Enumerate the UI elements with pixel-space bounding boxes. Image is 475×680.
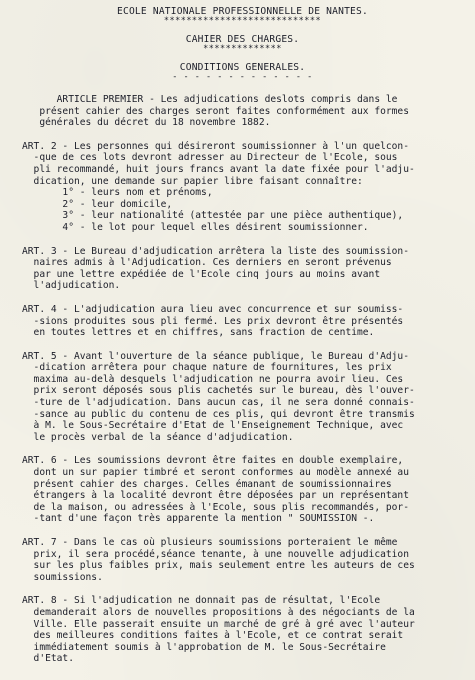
article-line: sur les plus faibles prix, mais seulement entre les auteurs de ces: [22, 560, 415, 572]
article-line: -tant d'une façon très apparente la mention " SOUMISSION -.: [22, 513, 375, 525]
article-line: présent cahier des charges. Celles émanant de soumissionnaires: [22, 478, 392, 490]
article-line: ART. 3 - Le Bureau d'adjudication arrêtera la liste des soumission-: [22, 245, 409, 257]
article-line: soumissions.: [22, 571, 103, 583]
section-underline: - - - - - - - - - - - - -: [172, 72, 313, 82]
article-line: des meilleures conditions faites à l'Ecole, et ce contrat serait: [22, 630, 404, 642]
article-line: pli recommandé, huit jours francs avant la date fixée pour l'adju-: [22, 163, 415, 175]
article-line: présent cahier des charges seront faites conformément aux formes: [22, 105, 409, 117]
article-line: dication, une demande sur papier libre faisant connaître:: [22, 175, 363, 187]
article-line: à M. le Sous-Secrétaire d'Etat de l'Enseignement Technique, avec: [22, 420, 404, 432]
article-4: [22, 304, 463, 339]
article-line: 3° - leur nationalité (attestée par une pièce authentique),: [22, 210, 404, 222]
article-line: ART. 7 - Dans le cas où plusieurs soumissions porteraient le même: [22, 537, 398, 548]
article-line: par une lettre expédiée de l'Ecole cinq jours au moins avant: [22, 268, 381, 280]
article-line: -sions produites sous pli fermé. Les prix devront être présentés: [22, 315, 404, 327]
article-8: [22, 595, 463, 665]
article-line: Ville. Elle passerait ensuite un marché de gré à gré avec l'auteur: [22, 618, 415, 630]
article-line: prix, il sera procédé,séance tenante, à une nouvelle adjudication: [22, 548, 409, 560]
article-line: immédiatement soumis à l'approbation de M. le Sous-Secrétaire: [22, 641, 386, 653]
title-underline: **************: [203, 44, 282, 54]
article-line: de la maison, ou adressées à l'Ecole, sous plis recommandés, por-: [22, 501, 409, 513]
article-line: maxima au-delà desquels l'adjudication ne pourra avoir lieu. Ces: [22, 373, 404, 385]
article-6: [22, 455, 463, 525]
article-line: étrangers à la localité devront être déposées par un représentant: [22, 490, 409, 502]
article-line: ART. 8 - Si l'adjudication ne donnait pas de résultat, l'Ecole: [22, 595, 381, 607]
article-line: -que de ces lots devront adresser au Directeur de l'Ecole, sous: [22, 152, 398, 164]
article-2: [22, 141, 463, 234]
article-line: ART. 5 - Avant l'ouverture de la séance publique, le Bureau d'Adju-: [22, 350, 409, 362]
article-premier: [22, 94, 463, 129]
article-line: en toutes lettres et en chiffres, sans fraction de centime.: [22, 327, 375, 339]
article-line: l'adjudication.: [22, 280, 121, 292]
article-line: 2° - leur domicile,: [22, 198, 173, 210]
article-line: -ture de l'adjudication. Dans aucun cas, il ne sera donné connais-: [22, 397, 415, 409]
article-line: d'Etat.: [22, 653, 74, 665]
article-line: 1° - leurs nom et prénoms,: [22, 187, 213, 199]
article-3: [22, 246, 463, 292]
article-line: 4° - le lot pour lequel elles désirent soumissionner.: [22, 221, 369, 233]
article-line: -dication arrêtera pour chaque nature de fournitures, les prix: [22, 362, 392, 374]
articles-list: [22, 94, 463, 665]
article-line: ARTICLE PREMIER - Les adjudications deslots compris dans le: [22, 94, 398, 105]
school-underline: ****************************: [163, 16, 322, 26]
article-line: naires admis à l'Adjudication. Ces derniers en seront prévenus: [22, 257, 392, 269]
section-title: CONDITIONS GENERALES.: [179, 62, 306, 73]
article-line: ART. 4 - L'adjudication aura lieu avec concurrence et sur soumiss-: [22, 303, 404, 315]
document-title: CAHIER DES CHARGES.: [185, 34, 300, 45]
article-line: prix seront déposés sous plis cachetés sur le bureau, dès l'ouver-: [22, 385, 415, 397]
school-name: ECOLE NATIONALE PROFESSIONNELLE DE NANTES.: [117, 6, 368, 17]
article-line: ART. 2 - Les personnes qui désireront soumissionner à l'un quelcon-: [22, 140, 409, 152]
article-5: [22, 351, 463, 444]
article-line: le procès verbal de la séance d'adjudication.: [22, 431, 294, 443]
article-line: demanderait alors de nouvelles propositions à des négociants de la: [22, 606, 415, 618]
article-line: -sance au public du contenu de ces plis, qui devront être transmis: [22, 408, 415, 420]
article-7: [22, 537, 463, 583]
article-line: dont un sur papier timbré et seront conformes au modèle annexé au: [22, 467, 409, 479]
article-line: générales du décret du 18 novembre 1882.: [22, 117, 271, 129]
article-line: ART. 6 - Les soumissions devront être faites en double exemplaire,: [22, 455, 404, 467]
